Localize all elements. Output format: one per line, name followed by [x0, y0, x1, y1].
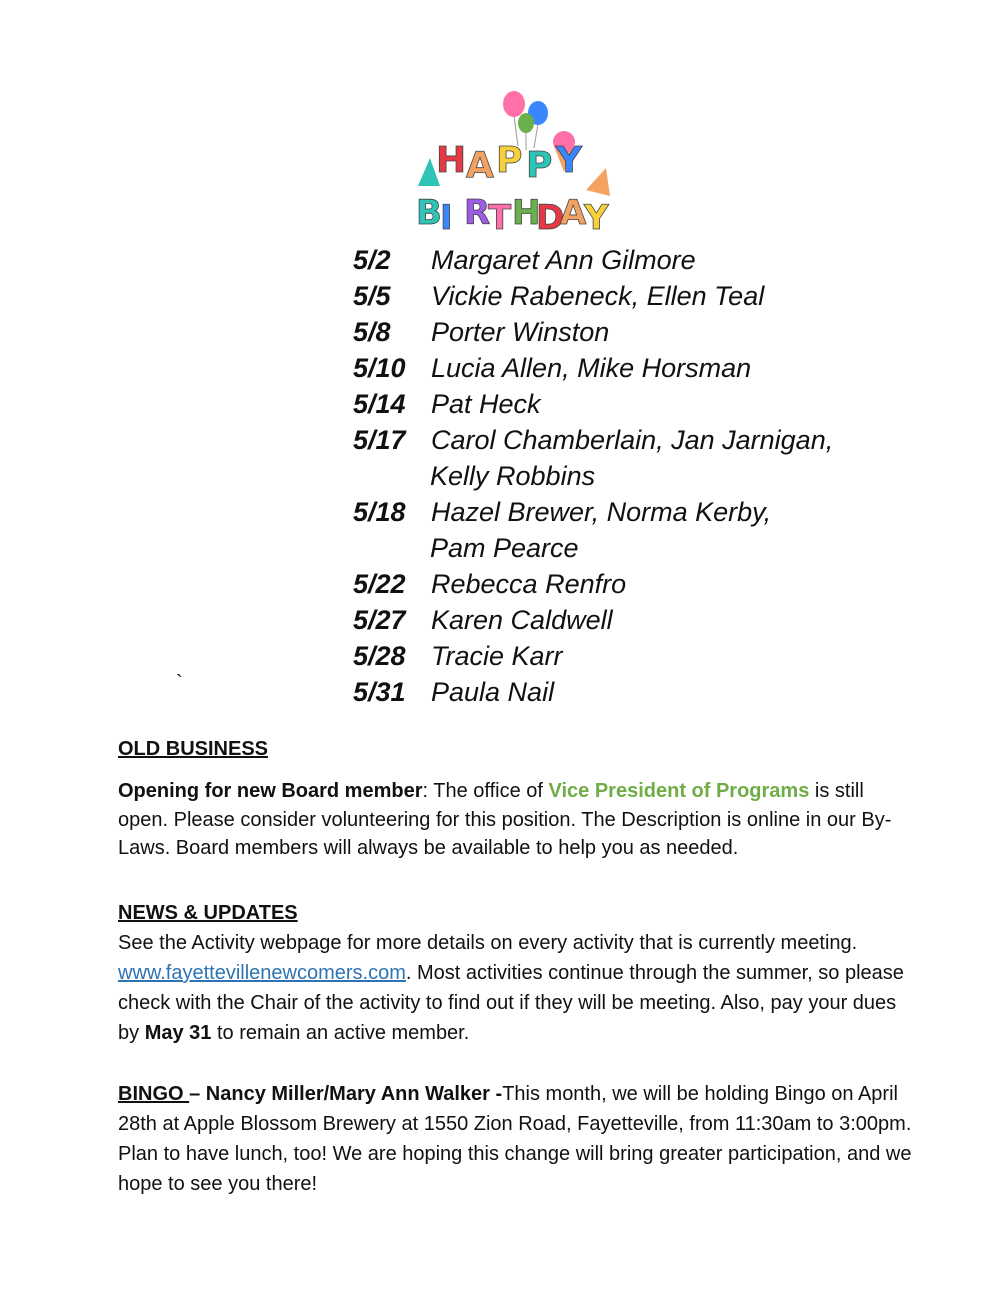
birthday-names: Karen Caldwell: [431, 605, 613, 635]
birthday-date: 5/28: [353, 641, 406, 671]
birthday-date: 5/5: [353, 281, 391, 311]
birthday-letter: H: [436, 140, 467, 181]
birthday-names-continued: Pam Pearce: [430, 533, 579, 563]
birthday-date: 5/27: [353, 605, 406, 635]
birthday-names: Hazel Brewer, Norma Kerby,: [431, 497, 772, 527]
birthday-letter: Y: [584, 198, 609, 238]
birthday-names: Porter Winston: [431, 317, 610, 347]
old-business-section: [118, 738, 918, 761]
birthday-word: [416, 193, 609, 238]
birthday-entry: [353, 386, 913, 422]
birthday-names: Paula Nail: [431, 677, 555, 707]
birthday-date: 5/17: [353, 425, 406, 455]
birthday-entry-continued: [353, 530, 913, 566]
news-text: to remain an active member.: [211, 1022, 470, 1044]
birthday-letter: T: [488, 198, 512, 238]
birthday-entry: [353, 314, 913, 350]
birthday-names: Tracie Karr: [431, 641, 563, 671]
birthday-entry: [353, 602, 913, 638]
old-business-heading: OLD BUSINESS: [118, 738, 269, 760]
birthday-date: 5/2: [353, 245, 391, 275]
birthday-letter: H: [512, 193, 541, 233]
old-business-paragraph: [118, 777, 918, 863]
news-text: See the Activity webpage for more details on every activity that is currently meeting.: [118, 932, 858, 954]
stray-mark: `: [176, 672, 183, 694]
birthday-entry: [353, 278, 913, 314]
vp-programs-highlight: Vice President of Programs: [548, 780, 810, 802]
birthday-letter: B: [416, 193, 442, 233]
news-heading: NEWS & UPDATES: [118, 902, 298, 924]
birthday-letter: A: [466, 145, 494, 186]
birthday-letter: A: [560, 193, 587, 233]
bingo-heading: BINGO: [118, 1083, 190, 1105]
birthday-date: 5/8: [353, 317, 391, 347]
news-text: . Most activities continue through the summer, so please check with the Chair of the activity to find out if they will be meeting. Also, pay your dues by: [118, 962, 904, 1044]
birthday-letter: D: [536, 198, 565, 238]
bingo-text: This month, we will be holding Bingo on April 28th at Apple Blossom Brewery at 1550 Zion Road, Fayetteville, from 11:30am to 3:00pm. Plan to have lunch, too! We are hoping this change will bring greater participation, and we hope to see you there!: [118, 1083, 912, 1195]
birthday-entry: [353, 422, 913, 458]
party-hat-icon: [586, 168, 610, 196]
news-paragraph: [118, 928, 918, 1048]
news-section: [118, 902, 918, 925]
birthday-date: 5/14: [353, 389, 406, 419]
birthday-names: Rebecca Renfro: [431, 569, 627, 599]
board-opening-lead: Opening for new Board member: [118, 780, 423, 802]
birthday-names: Pat Heck: [431, 389, 541, 419]
birthday-letter: R: [464, 193, 491, 233]
birthday-letter: P: [496, 140, 523, 181]
birthday-entry-continued: [353, 458, 913, 494]
birthday-names: Carol Chamberlain, Jan Jarnigan,: [431, 425, 834, 455]
birthday-letter: I: [440, 198, 453, 238]
bingo-leaders: – Nancy Miller/Mary Ann Walker -: [189, 1083, 503, 1105]
birthday-names: Margaret Ann Gilmore: [431, 245, 696, 275]
happy-birthday-illustration: [410, 86, 620, 246]
happy-word: [436, 140, 583, 186]
happy-birthday-graphic: [410, 86, 620, 246]
birthday-letter: P: [526, 145, 553, 186]
birthday-entry: [353, 674, 913, 710]
birthday-date: 5/22: [353, 569, 406, 599]
birthday-names: Vickie Rabeneck, Ellen Teal: [431, 281, 765, 311]
birthday-letter: Y: [556, 140, 583, 181]
dues-deadline: May 31: [144, 1022, 212, 1044]
birthday-entry: [353, 566, 913, 602]
old-business-text: is still open. Please consider volunteering for this position. The Description is online in our By-Laws. Board members will always be available to help you as needed.: [118, 780, 892, 859]
birthday-names-continued: Kelly Robbins: [430, 461, 596, 491]
birthday-date: 5/18: [353, 497, 406, 527]
birthday-names: Lucia Allen, Mike Horsman: [431, 353, 752, 383]
old-business-text: : The office of: [422, 780, 549, 802]
birthday-date: 5/31: [353, 677, 406, 707]
bingo-paragraph: [118, 1079, 918, 1199]
birthday-entry: [353, 638, 913, 674]
birthday-date: 5/10: [353, 353, 406, 383]
website-link[interactable]: www.fayettevillenewcomers.com: [118, 962, 406, 984]
birthday-entry: [353, 350, 913, 386]
birthday-entry: [353, 494, 913, 530]
birthday-list: [353, 242, 913, 710]
birthday-entry: [353, 242, 913, 278]
